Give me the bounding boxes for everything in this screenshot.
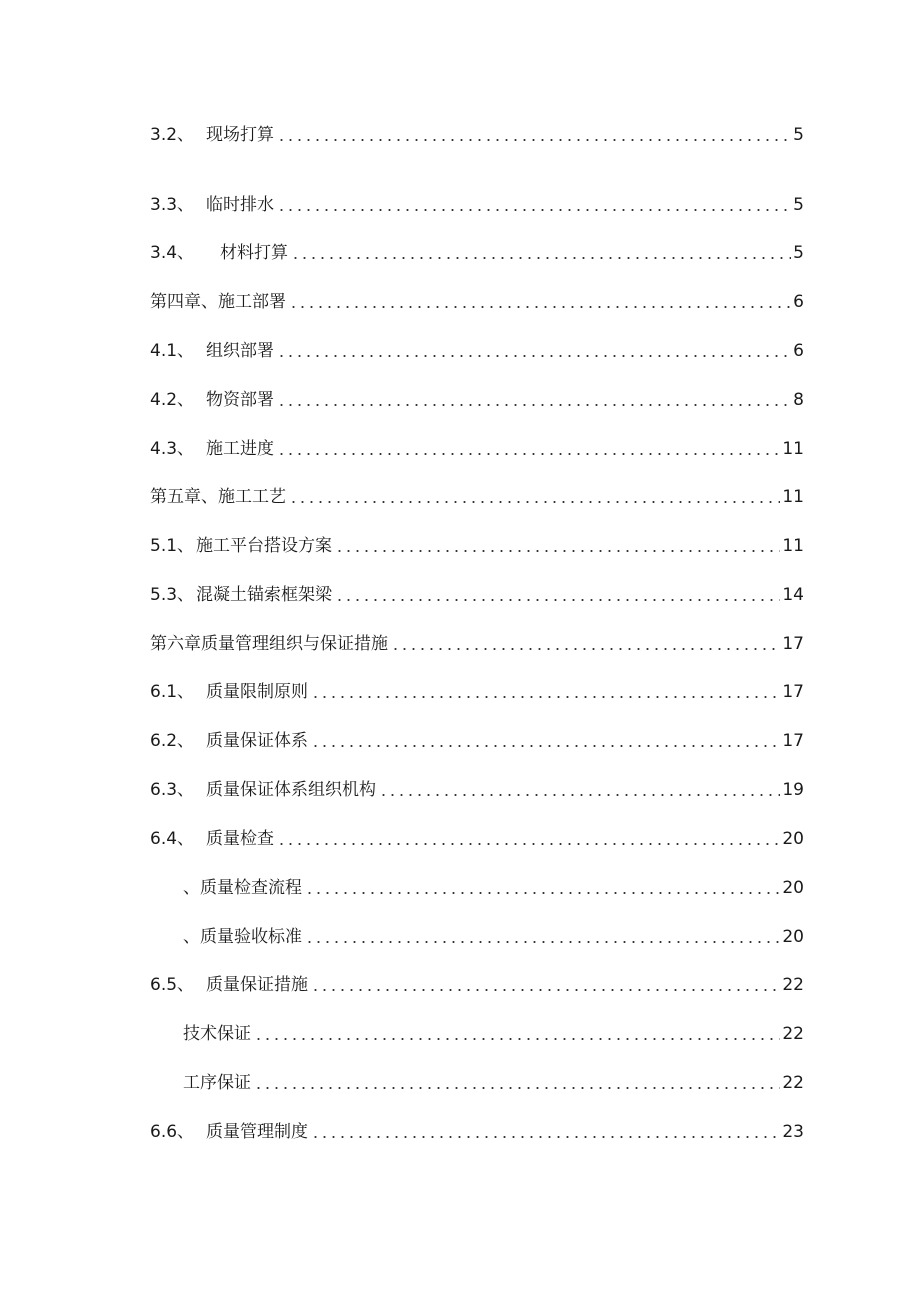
- toc-entry-title: 质量管理制度: [206, 1122, 309, 1142]
- toc-entry-number: 4.1、: [150, 341, 195, 361]
- toc-entry-page: 20: [782, 878, 804, 898]
- toc-entry-page: 6: [793, 292, 804, 312]
- dot-leader: [305, 892, 780, 894]
- toc-entry-technical-assurance[interactable]: [183, 1019, 804, 1045]
- toc-entry-number: 5.1、: [150, 536, 195, 556]
- toc-entry-page: 17: [782, 682, 804, 702]
- toc-entry-number: 6.1、: [150, 682, 195, 702]
- toc-entry-title: 、质量验收标准: [183, 927, 302, 947]
- toc-entry-number: 3.2、: [150, 125, 195, 145]
- dot-leader: [311, 1136, 780, 1138]
- toc-entry-number: 5.3、: [150, 585, 195, 605]
- dot-leader: [254, 1038, 780, 1040]
- toc-entry-page: 5: [793, 125, 804, 145]
- toc-entry-5-1[interactable]: [150, 531, 804, 557]
- toc-entry-6-3[interactable]: [150, 775, 804, 801]
- toc-entry-title: 混凝土锚索框架梁: [196, 585, 333, 605]
- toc-entry-title: 第四章、施工部署: [150, 292, 286, 312]
- toc-entry-number: 4.2、: [150, 390, 195, 410]
- toc-entry-title: 、质量检查流程: [183, 878, 302, 898]
- dot-leader: [289, 306, 791, 308]
- dot-leader: [391, 648, 780, 650]
- toc-entry-title: 临时排水: [206, 195, 275, 215]
- toc-entry-number: 4.3、: [150, 439, 195, 459]
- dot-leader: [277, 404, 791, 406]
- dot-leader: [305, 941, 780, 943]
- dot-leader: [289, 501, 780, 503]
- toc-entry-number: 6.5、: [150, 975, 195, 995]
- toc-entry-inspection-process[interactable]: [183, 873, 804, 899]
- dot-leader: [379, 794, 780, 796]
- toc-entry-4-2[interactable]: [150, 385, 804, 411]
- toc-entry-number: 6.4、: [150, 829, 195, 849]
- toc-entry-page: 5: [793, 243, 804, 263]
- dot-leader: [291, 257, 791, 259]
- dot-leader: [311, 989, 780, 991]
- toc-entry-6-4[interactable]: [150, 824, 804, 850]
- dot-leader: [311, 745, 780, 747]
- toc-entry-title: 施工进度: [206, 439, 275, 459]
- toc-entry-title: 施工平台搭设方案: [196, 536, 333, 556]
- toc-entry-title: 组织部署: [206, 341, 275, 361]
- dot-leader: [277, 355, 791, 357]
- toc-entry-title: 物资部署: [206, 390, 275, 410]
- toc-entry-page: 5: [793, 195, 804, 215]
- toc-entry-number: 3.4、: [150, 243, 195, 263]
- toc-entry-4-3[interactable]: [150, 434, 804, 460]
- toc-entry-chapter-6[interactable]: [150, 629, 804, 655]
- toc-entry-page: 17: [782, 634, 804, 654]
- toc-entry-title: 质量限制原则: [206, 682, 309, 702]
- toc-entry-chapter-5[interactable]: [150, 482, 804, 508]
- toc-entry-5-3[interactable]: [150, 580, 804, 606]
- toc-entry-title: 材料打算: [220, 243, 289, 263]
- toc-entry-page: 14: [782, 585, 804, 605]
- toc-entry-title: 现场打算: [206, 125, 275, 145]
- toc-entry-title: 工序保证: [183, 1073, 251, 1093]
- toc-entry-6-5[interactable]: [150, 970, 804, 996]
- toc-entry-title: 质量保证体系: [206, 731, 309, 751]
- toc-entry-page: 11: [782, 487, 804, 507]
- toc-entry-page: 11: [782, 536, 804, 556]
- dot-leader: [277, 209, 791, 211]
- toc-entry-6-6[interactable]: [150, 1117, 804, 1143]
- dot-leader: [254, 1087, 780, 1089]
- toc-entry-3-3[interactable]: [150, 190, 804, 216]
- dot-leader: [335, 550, 780, 552]
- toc-entry-page: 19: [782, 780, 804, 800]
- dot-leader: [277, 843, 780, 845]
- toc-entry-title: 第五章、施工工艺: [150, 487, 286, 507]
- toc-entry-page: 22: [782, 1073, 804, 1093]
- toc-entry-number: 3.3、: [150, 195, 195, 215]
- toc-entry-page: 20: [782, 829, 804, 849]
- toc-entry-number: 6.2、: [150, 731, 195, 751]
- toc-entry-process-assurance[interactable]: [183, 1068, 804, 1094]
- dot-leader: [311, 696, 780, 698]
- toc-entry-number: 6.3、: [150, 780, 195, 800]
- toc-entry-page: 8: [793, 390, 804, 410]
- toc-entry-page: 22: [782, 975, 804, 995]
- toc-entry-acceptance-standard[interactable]: [183, 922, 804, 948]
- toc-entry-title: 质量检查: [206, 829, 275, 849]
- dot-leader: [277, 453, 780, 455]
- toc-entry-title: 技术保证: [183, 1024, 251, 1044]
- toc-entry-page: 6: [793, 341, 804, 361]
- toc-entry-6-1[interactable]: [150, 677, 804, 703]
- dot-leader: [277, 139, 791, 141]
- toc-entry-number: 6.6、: [150, 1122, 195, 1142]
- toc-entry-title: 第六章质量管理组织与保证措施: [150, 634, 388, 654]
- toc-entry-page: 23: [782, 1122, 804, 1142]
- toc-entry-chapter-4[interactable]: [150, 287, 804, 313]
- toc-entry-title: 质量保证措施: [206, 975, 309, 995]
- dot-leader: [335, 599, 780, 601]
- toc-entry-page: 17: [782, 731, 804, 751]
- toc-entry-4-1[interactable]: [150, 336, 804, 362]
- toc-entry-3-2[interactable]: [150, 120, 804, 146]
- toc-entry-page: 22: [782, 1024, 804, 1044]
- toc-entry-6-2[interactable]: [150, 726, 804, 752]
- toc-entry-3-4[interactable]: [150, 238, 804, 264]
- toc-entry-page: 11: [782, 439, 804, 459]
- toc-entry-title: 质量保证体系组织机构: [206, 780, 377, 800]
- toc-entry-page: 20: [782, 927, 804, 947]
